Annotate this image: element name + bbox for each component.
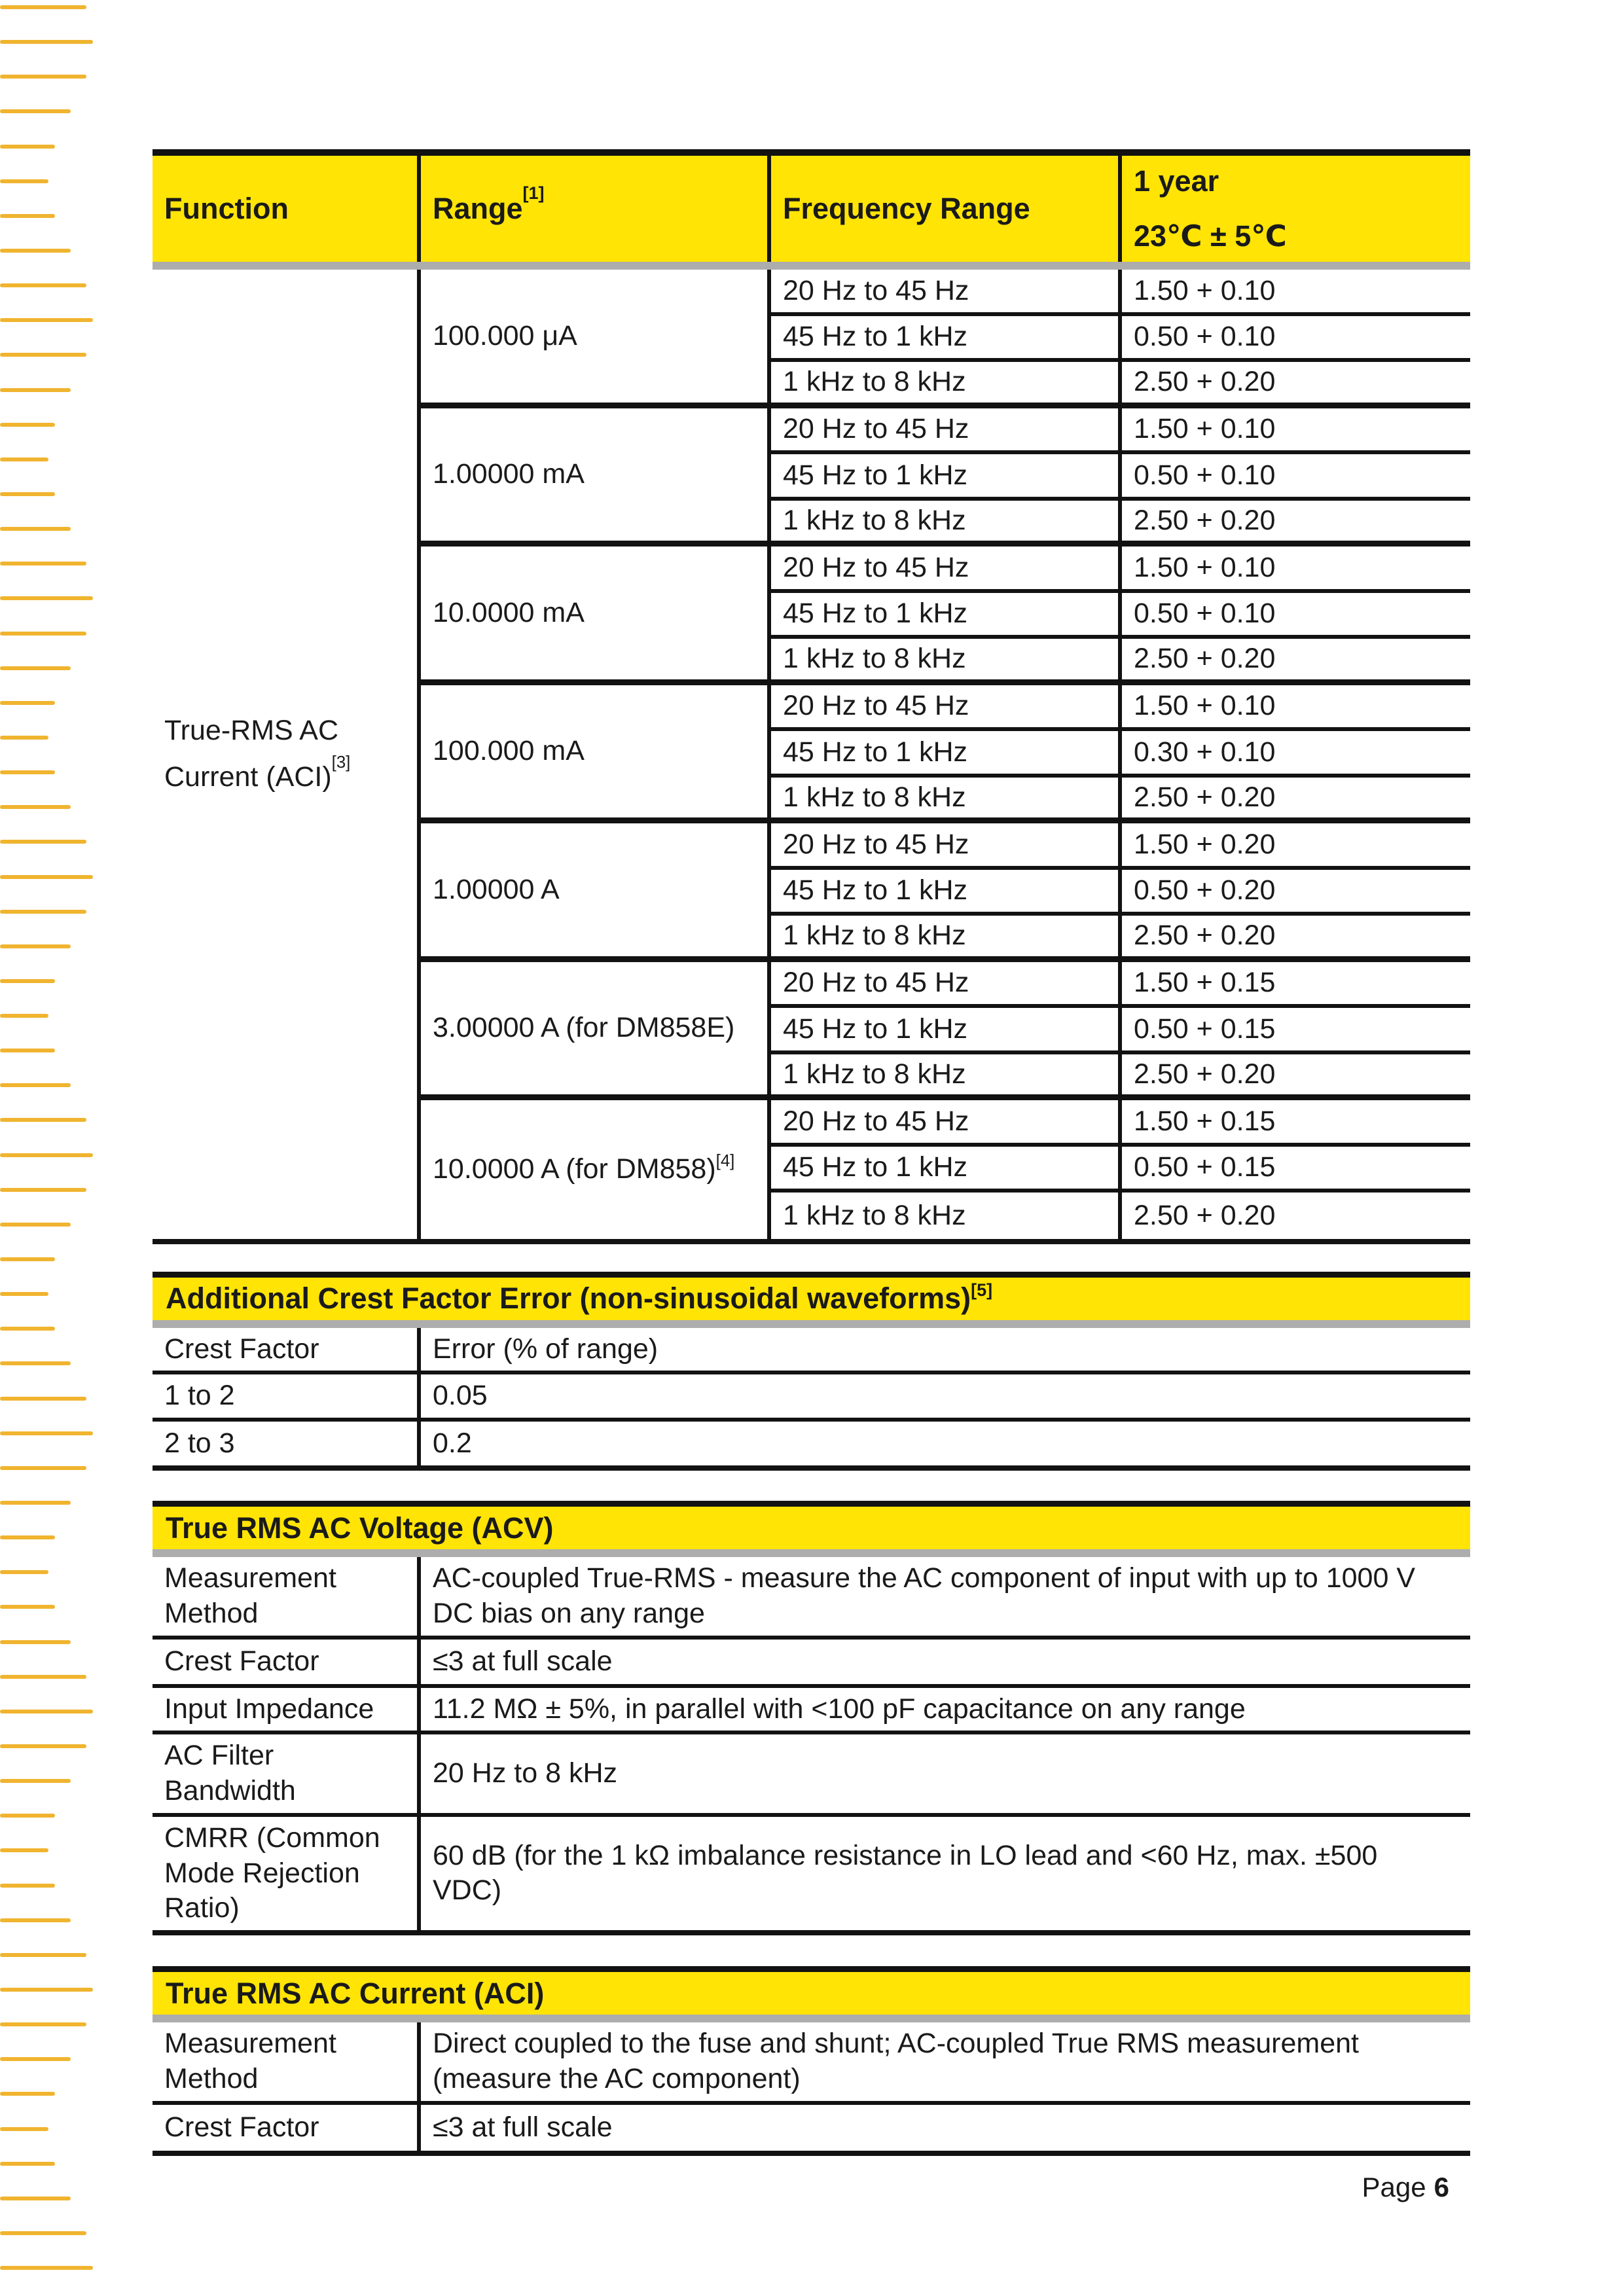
accuracy-cell: 1.50 + 0.10 [1118,408,1470,455]
header-frequency-range [767,156,1118,262]
aci-section-title [153,1972,1470,2015]
accuracy-cell: 2.50 + 0.20 [1118,916,1470,962]
table-row [153,1557,1470,1640]
decorative-edge-line [0,1083,71,1087]
header-function [153,156,417,262]
decorative-edge-line [0,1153,93,1157]
page-number-value: 6 [1434,2172,1449,2202]
decorative-edge-line [0,1049,55,1052]
decorative-edge-line [0,5,86,9]
aci-table-bottom-border [153,2151,1470,2156]
spec-value-cell: 11.2 MΩ ± 5%, in parallel with <100 pF capacitance on any range [417,1688,1470,1731]
range-cell: 1.00000 A [417,823,767,962]
header-divider-strip [153,1549,1470,1557]
accuracy-cell: 0.50 + 0.15 [1118,1008,1470,1054]
accuracy-cell: 0.50 + 0.15 [1118,1147,1470,1193]
decorative-edge-line [0,1397,86,1401]
frequency-cell: 45 Hz to 1 kHz [767,316,1118,363]
aci-title-label: True RMS AC Current (ACI) [166,1976,545,2010]
spec-table-header [153,156,1470,262]
spec-label-cell: 2 to 3 [164,1427,235,1459]
frequency-cell: 20 Hz to 45 Hz [767,270,1118,316]
range-cell: 100.000 mA [417,685,767,824]
crest-section-title: Additional Crest Factor Error (non-sinusoidal waveforms) [5] [153,1278,1470,1320]
decorative-edge-line [0,145,55,149]
spec-label-cell: Crest Factor [164,1333,319,1365]
table-row [153,1328,1470,1375]
crest-title-label: Additional Crest Factor Error (non-sinusoidal waveforms) [166,1282,971,1315]
decorative-edge-line [0,805,71,809]
decorative-edge-line [0,562,86,565]
header-frequency-label: Frequency Range [783,191,1030,225]
decorative-edge-line [0,1918,71,1922]
spec-table-body [153,270,1470,1239]
frequency-cell: 20 Hz to 45 Hz [767,685,1118,732]
decorative-edge-line [0,701,55,705]
table-row [153,1734,1470,1817]
decorative-edge-line [0,2231,86,2235]
spec-value-cell: Error (% of range) [417,1328,1470,1371]
accuracy-cell: 2.50 + 0.20 [1118,778,1470,824]
spec-value-cell: ≤3 at full scale [417,1640,1470,1684]
accuracy-cell: 0.50 + 0.10 [1118,593,1470,639]
spec-value-cell: 0.05 [417,1374,1470,1418]
frequency-cell: 20 Hz to 45 Hz [767,823,1118,870]
spec-label-cell: 1 to 2 [164,1380,235,1412]
decorative-edge-line [0,527,71,531]
decorative-edge-line [0,457,48,461]
spec-value-cell: ≤3 at full scale [417,2105,1470,2151]
decorative-edge-line [0,2197,71,2200]
frequency-cell: 45 Hz to 1 kHz [767,1008,1118,1054]
function-cell: True-RMS AC Current (ACI)[3] [164,715,351,793]
decorative-edge-line [0,1953,86,1957]
header-function-label: Function [164,191,289,225]
header-range-label: Range[1] [433,183,545,225]
accuracy-cell: 1.50 + 0.10 [1118,685,1470,732]
range-cell: 3.00000 A (for DM858E) [417,962,767,1101]
crest-table [153,1272,1470,1471]
header-divider-strip [153,2015,1470,2022]
accuracy-cell: 0.50 + 0.10 [1118,454,1470,501]
spec-value-cell: AC-coupled True-RMS - measure the AC component of input with up to 1000 V DC bias on any range [417,1557,1470,1636]
decorative-edge-line [0,1779,71,1783]
spec-label-cell: Input Impedance [164,1693,374,1725]
table-row [153,1817,1470,1930]
decorative-edge-line [0,1744,86,1748]
frequency-cell: 1 kHz to 8 kHz [767,362,1118,408]
range-cell: 10.0000 A (for DM858) [4] [417,1100,767,1239]
decorative-edge-line [0,388,71,392]
spec-label-cell: AC Filter Bandwidth [164,1740,296,1806]
decorative-edge-line [0,1814,55,1818]
acv-table-rows [153,1557,1470,1930]
frequency-cell: 1 kHz to 8 kHz [767,1054,1118,1101]
decorative-edge-line [0,1431,93,1435]
table-row [153,1688,1470,1735]
accuracy-cell: 1.50 + 0.10 [1118,547,1470,593]
decorative-edge-line [0,2266,93,2270]
decorative-edge-line [0,1848,48,1852]
frequency-cell: 20 Hz to 45 Hz [767,962,1118,1009]
frequency-cell: 45 Hz to 1 kHz [767,454,1118,501]
decorative-edge-line [0,1223,71,1227]
table-row [153,1374,1470,1422]
decorative-edge-line [0,944,71,948]
table-row [153,2022,1470,2105]
crest-table-bottom-border [153,1465,1470,1471]
frequency-cell: 1 kHz to 8 kHz [767,916,1118,962]
decorative-edge-line [0,1257,55,1261]
frequency-cell: 45 Hz to 1 kHz [767,731,1118,778]
decorative-edge-line [0,179,48,183]
decorative-edge-line [0,318,93,322]
decorative-edge-line [0,770,55,774]
decorative-edge-line [0,2022,86,2026]
page-number [1362,2172,1449,2203]
page-number-label: Page [1362,2172,1426,2202]
decorative-edge-line [0,979,55,983]
decorative-edge-line [0,283,86,287]
decorative-edge-line [0,2057,71,2061]
decorative-edge-line [0,1884,55,1888]
decorative-edge-line [0,2127,48,2131]
frequency-cell: 45 Hz to 1 kHz [767,870,1118,916]
decorative-edge-line [0,910,86,914]
accuracy-cell: 0.50 + 0.20 [1118,870,1470,916]
decorative-edge-line [0,1640,71,1644]
decorative-edge-line [0,1710,93,1713]
header-accuracy [1118,156,1470,262]
spec-label-cell: Crest Factor [164,1645,319,1677]
frequency-cell: 20 Hz to 45 Hz [767,408,1118,455]
frequency-cell: 20 Hz to 45 Hz [767,1100,1118,1147]
decorative-edge-line [0,596,93,600]
acv-title-label: True RMS AC Voltage (ACV) [166,1511,554,1545]
frequency-cell: 1 kHz to 8 kHz [767,1193,1118,1239]
frequency-cell: 45 Hz to 1 kHz [767,1147,1118,1193]
header-accuracy-line2: 23℃ ± 5℃ [1134,219,1287,253]
decorative-edge-line [0,2162,55,2166]
decorative-edge-line [0,492,55,496]
decorative-edge-line [0,1605,55,1609]
spec-label-cell: CMRR (Common Mode Rejection Ratio) [164,1821,380,1924]
decorative-edge-line [0,736,48,740]
decorative-edge-line [0,249,71,253]
decorative-edge-line [0,40,93,44]
decorative-edge-line [0,75,86,79]
spec-label-cell: Measurement Method [164,2028,336,2094]
decorative-edge-line [0,214,55,218]
range-cell: 100.000 μA [417,270,767,408]
header-range-footnote: [1] [522,183,545,204]
accuracy-cell: 0.30 + 0.10 [1118,731,1470,778]
frequency-cell: 20 Hz to 45 Hz [767,547,1118,593]
range-cell: 1.00000 mA [417,408,767,547]
aci-table [153,1966,1470,2156]
frequency-cell: 1 kHz to 8 kHz [767,501,1118,547]
table-row [153,2105,1470,2151]
decorative-edge-line [0,1501,71,1505]
spec-label-cell: Crest Factor [164,2111,319,2143]
crest-table-rows [153,1328,1470,1466]
acv-table [153,1501,1470,1935]
decorative-edge-line [0,423,55,427]
spec-table-bottom-border [153,1239,1470,1244]
decorative-edge-line [0,632,86,636]
decorative-edge-line [0,2092,55,2096]
accuracy-cell: 1.50 + 0.20 [1118,823,1470,870]
accuracy-cell: 1.50 + 0.10 [1118,270,1470,316]
frequency-cell: 1 kHz to 8 kHz [767,639,1118,685]
decorative-edge-line [0,353,86,357]
decorative-edge-line [0,1292,48,1296]
header-divider-strip [153,1320,1470,1328]
spec-value-cell: Direct coupled to the fuse and shunt; AC-coupled True RMS measurement (measure the AC component) [417,2022,1470,2101]
page-content [153,149,1470,2156]
ac-current-spec-table [153,149,1470,1244]
accuracy-cell: 1.50 + 0.15 [1118,962,1470,1009]
decorative-edge-line [0,1675,86,1679]
aci-table-rows [153,2022,1470,2151]
spec-value-cell: 60 dB (for the 1 kΩ imbalance resistance in LO lead and <60 Hz, max. ±500 VDC) [417,1817,1470,1930]
decorative-edge-line [0,1327,55,1331]
spec-label-cell: Measurement Method [164,1562,336,1629]
decorative-edge-line [0,1014,48,1018]
decorative-edge-line [0,1988,93,1992]
accuracy-cell: 1.50 + 0.15 [1118,1100,1470,1147]
accuracy-cell: 2.50 + 0.20 [1118,639,1470,685]
acv-table-bottom-border [153,1930,1470,1935]
accuracy-cell: 2.50 + 0.20 [1118,1054,1470,1101]
spec-value-cell: 20 Hz to 8 kHz [417,1734,1470,1813]
decorative-edge-line [0,875,93,879]
decorative-edge-line [0,1466,86,1470]
decorative-edge-line [0,1535,55,1539]
acv-section-title [153,1507,1470,1549]
edge-decor [0,0,105,2296]
decorative-edge-line [0,109,71,113]
accuracy-cell: 0.50 + 0.10 [1118,316,1470,363]
table-row [153,1640,1470,1688]
table-row [153,1422,1470,1465]
decorative-edge-line [0,1570,48,1574]
accuracy-cell: 2.50 + 0.20 [1118,1193,1470,1239]
range-cell: 10.0000 mA [417,547,767,685]
decorative-edge-line [0,840,86,844]
header-accuracy-line1: 1 year [1134,164,1219,198]
spec-value-cell: 0.2 [417,1422,1470,1465]
accuracy-cell: 2.50 + 0.20 [1118,501,1470,547]
decorative-edge-line [0,1188,86,1192]
header-range [417,156,767,262]
frequency-cell: 45 Hz to 1 kHz [767,593,1118,639]
decorative-edge-line [0,1118,86,1122]
accuracy-cell: 2.50 + 0.20 [1118,362,1470,408]
frequency-cell: 1 kHz to 8 kHz [767,778,1118,824]
header-divider-strip [153,262,1470,270]
decorative-edge-line [0,1361,71,1365]
decorative-edge-line [0,666,71,670]
